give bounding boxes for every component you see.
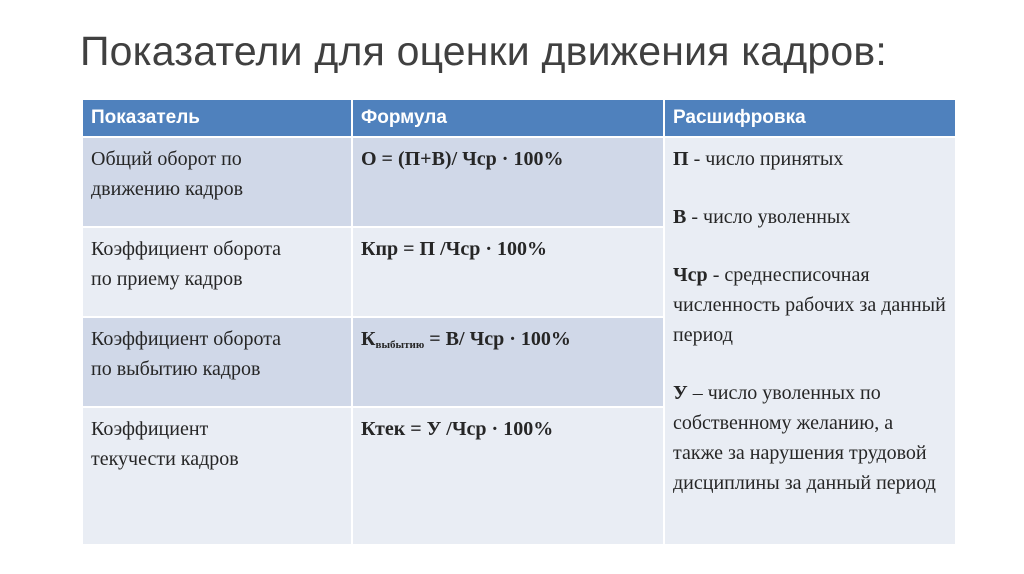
table-header-row (82, 99, 956, 137)
legend-symbol: Чср (673, 264, 708, 286)
formula-subscript: выбытию (375, 339, 425, 351)
indicator-line: по приему кадров (91, 268, 243, 290)
indicator-cell (82, 137, 352, 227)
legend-symbol: П (673, 148, 689, 170)
indicator-cell (82, 407, 352, 545)
formula-main: К (361, 328, 376, 350)
header-legend: Расшифровка (664, 99, 956, 137)
indicator-line: Общий оборот по (91, 148, 242, 170)
legend-text: – число уволенных по собственному желанию, а также за нарушения трудовой дисциплины за данный период (673, 382, 936, 494)
legend-item (673, 260, 947, 350)
indicator-line: по выбытию кадров (91, 358, 261, 380)
indicators-table (81, 98, 957, 546)
legend-item (673, 202, 947, 232)
indicator-line: Коэффициент оборота (91, 238, 282, 260)
formula-cell (352, 317, 664, 407)
header-formula: Формула (352, 99, 664, 137)
formula-cell: Кпр = П /Чср · 100% (352, 227, 664, 317)
formula-cell: О = (П+В)/ Чср · 100% (352, 137, 664, 227)
table-row (82, 137, 956, 227)
legend-text: - число принятых (688, 148, 844, 170)
formula-cell: Ктек = У /Чср · 100% (352, 407, 664, 545)
legend-symbol: В (673, 206, 687, 228)
legend-item (673, 144, 947, 174)
legend-text: - число уволенных (686, 206, 851, 228)
legend-text: - среднесписочная численность рабочих за данный период (673, 264, 946, 346)
indicator-line: Коэффициент оборота (91, 328, 282, 350)
indicator-line: Коэффициент (91, 418, 209, 440)
slide-title: Показатели для оценки движения кадров: (80, 28, 887, 74)
indicator-cell (82, 317, 352, 407)
indicator-cell (82, 227, 352, 317)
legend-symbol: У (673, 382, 688, 404)
formula-rest: = В/ Чср · 100% (424, 328, 571, 350)
header-indicator: Показатель (82, 99, 352, 137)
indicator-line: движению кадров (91, 178, 244, 200)
legend-cell (664, 137, 956, 545)
legend-item (673, 378, 947, 498)
indicator-line: текучести кадров (91, 448, 239, 470)
